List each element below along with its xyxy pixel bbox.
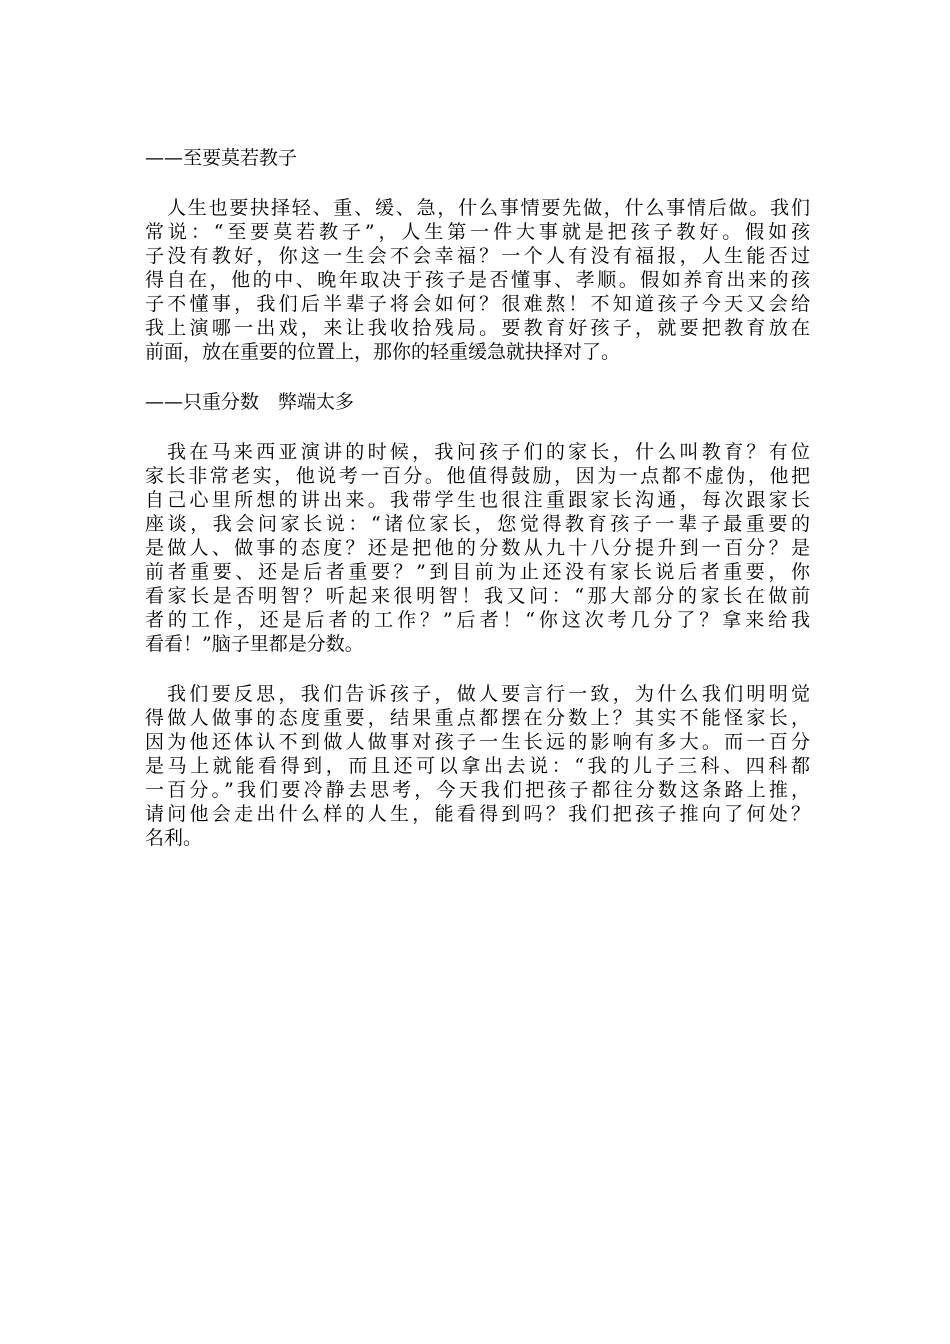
paragraph-line: 是做人、做事的态度？还是把他的分数从九十八分提升到一百分？是: [145, 537, 810, 559]
paragraph-line: 得自在，他的中、晚年取决于孩子是否懂事、孝顺。假如养育出来的孩: [145, 269, 810, 291]
paragraph-line: 我在马来西亚演讲的时候，我问孩子们的家长，什么叫教育？有位: [167, 441, 810, 463]
paragraph-line: 得做人做事的态度重要，结果重点都摆在分数上？其实不能怪家长，: [145, 707, 810, 729]
paragraph-line: 我上演哪一出戏，来让我收拾残局。要教育好孩子，就要把教育放在: [145, 317, 810, 339]
paragraph-line: 因为他还体认不到做人做事对孩子一生长远的影响有多大。而一百分: [145, 731, 810, 753]
paragraph-line: 前面，放在重要的位置上，那你的轻重缓急就抉择对了。: [145, 341, 621, 363]
paragraph: [145, 682, 810, 850]
paragraph-line: 一百分。”我们要冷静去思考，今天我们把孩子都往分数这条路上推，: [145, 779, 810, 801]
section-2: [145, 390, 810, 850]
paragraph-line: 看看！”脑子里都是分数。: [145, 633, 364, 655]
paragraph-line: 是马上就能看得到，而且还可以拿出去说：“我的儿子三科、四科都: [145, 755, 810, 777]
section-heading: ——只重分数 弊端太多: [145, 391, 355, 413]
paragraph-line: 座谈，我会问家长说：“诸位家长，您觉得教育孩子一辈子最重要的: [145, 513, 810, 535]
paragraph-line: 请问他会走出什么样的人生，能看得到吗？我们把孩子推向了何处？: [145, 803, 810, 825]
paragraph-line: 子没有教好，你这一生会不会幸福？一个人有没有福报，人生能否过: [145, 245, 810, 267]
paragraph-line: 子不懂事，我们后半辈子将会如何？很难熬！不知道孩子今天又会给: [145, 293, 810, 315]
paragraph-line: 我们要反思，我们告诉孩子，做人要言行一致，为什么我们明明觉: [167, 683, 810, 705]
paragraph-line: 常说：“至要莫若教子”，人生第一件大事就是把孩子教好。假如孩: [145, 221, 810, 243]
paragraph-line: 前者重要、还是后者重要？”到目前为止还没有家长说后者重要，你: [145, 561, 810, 583]
section-1: [145, 146, 810, 364]
paragraph-line: 人生也要抉择轻、重、缓、急，什么事情要先做，什么事情后做。我们: [167, 197, 810, 219]
document-page: [145, 146, 810, 876]
paragraph-line: 者的工作，还是后者的工作？”后者！“你这次考几分了？拿来给我: [145, 609, 810, 631]
paragraph-line: 名利。: [145, 827, 203, 849]
paragraph: [145, 196, 810, 364]
paragraph-line: 自己心里所想的讲出来。我带学生也很注重跟家长沟通，每次跟家长: [145, 489, 810, 511]
paragraph: [145, 440, 810, 656]
paragraph-line: 看家长是否明智？听起来很明智！我又问：“那大部分的家长在做前: [145, 585, 810, 607]
paragraph-line: 家长非常老实，他说考一百分。他值得鼓励，因为一点都不虚伪，他把: [145, 465, 810, 487]
section-heading: ——至要莫若教子: [145, 147, 298, 169]
